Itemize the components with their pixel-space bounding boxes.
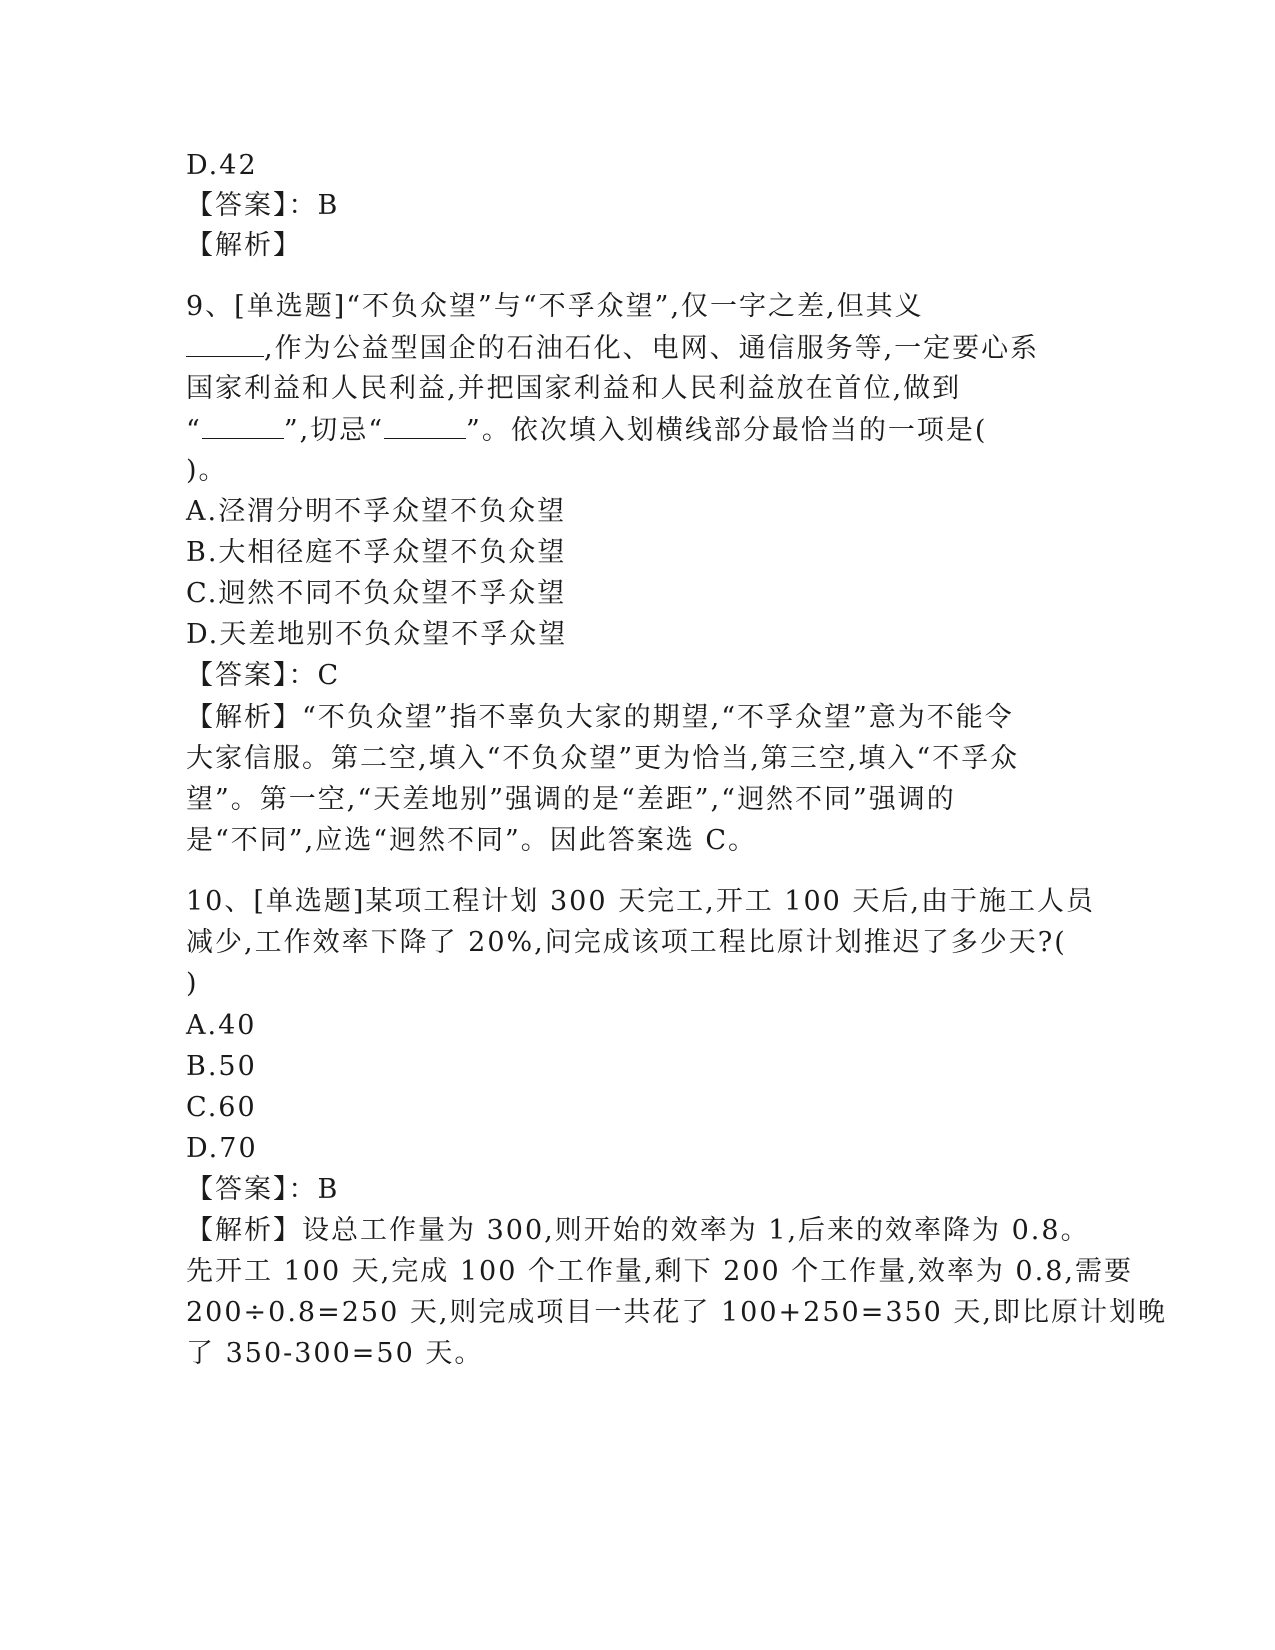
q9-stem-line-2 bbox=[186, 330, 1039, 367]
fill-blank-1 bbox=[186, 330, 264, 357]
q9-stem-line-1: 9、[单选题]“不负众望”与“不孚众望”,仅一字之差,但其义 bbox=[186, 291, 924, 322]
q10-stem-line-2: 减少,工作效率下降了 20%,问完成该项工程比原计划推迟了多少天?( bbox=[186, 927, 1067, 958]
q9-option-a: A.泾渭分明不孚众望不负众望 bbox=[186, 496, 567, 527]
q10-analysis-line-1: 【解析】设总工作量为 300,则开始的效率为 1,后来的效率降为 0.8。 bbox=[186, 1215, 1090, 1246]
q9-stem-line-3: 国家利益和人民利益,并把国家利益和人民利益放在首位,做到 bbox=[186, 373, 962, 404]
q10-stem-line-3: ) bbox=[186, 968, 199, 999]
q9-quote-open: “ bbox=[186, 415, 202, 446]
q9-quote-mid: ”,切忌“ bbox=[283, 415, 385, 446]
q9-answer: 【答案】：C bbox=[186, 660, 341, 691]
q10-option-a: A.40 bbox=[186, 1010, 257, 1041]
q10-analysis-line-3: 200÷0.8=250 天,则完成项目一共花了 100+250=350 天,即比原计划晚 bbox=[186, 1297, 1168, 1328]
prev-answer: 【答案】：B bbox=[186, 190, 340, 221]
q9-option-d: D.天差地别不负众望不孚众望 bbox=[186, 619, 568, 650]
prev-option-d: D.42 bbox=[186, 150, 258, 181]
q10-analysis-line-2: 先开工 100 天,完成 100 个工作量,剩下 200 个工作量,效率为 0.8,需要 bbox=[186, 1256, 1133, 1287]
q10-option-c: C.60 bbox=[186, 1092, 257, 1123]
q9-stem-line-5: )。 bbox=[186, 455, 228, 486]
q9-stem-line-2-text: ,作为公益型国企的石油石化、电网、通信服务等,一定要心系 bbox=[264, 333, 1040, 364]
q9-option-c: C.迥然不同不负众望不孚众望 bbox=[186, 578, 567, 609]
q9-stem-line-4-text: ”。依次填入划横线部分最恰当的一项是( bbox=[466, 415, 988, 446]
q10-answer: 【答案】：B bbox=[186, 1174, 340, 1205]
q9-analysis-line-4: 是“不同”,应选“迥然不同”。因此答案选 C。 bbox=[186, 825, 758, 856]
q9-analysis-line-2: 大家信服。第二空,填入“不负众望”更为恰当,第三空,填入“不孚众 bbox=[186, 743, 1020, 774]
q10-stem-line-1: 10、[单选题]某项工程计划 300 天完工,开工 100 天后,由于施工人员 bbox=[186, 886, 1095, 917]
q9-analysis-line-3: 望”。第一空,“天差地别”强调的是“差距”,“迥然不同”强调的 bbox=[186, 784, 956, 815]
q9-option-b: B.大相径庭不孚众望不负众望 bbox=[186, 537, 567, 568]
prev-analysis-label: 【解析】 bbox=[186, 230, 302, 261]
fill-blank-3 bbox=[384, 412, 466, 439]
q10-analysis-line-4: 了 350-300=50 天。 bbox=[186, 1338, 484, 1369]
q10-option-d: D.70 bbox=[186, 1133, 258, 1164]
fill-blank-2 bbox=[202, 412, 284, 439]
q9-stem-line-4 bbox=[186, 412, 987, 449]
q10-option-b: B.50 bbox=[186, 1051, 257, 1082]
q9-analysis-line-1: 【解析】“不负众望”指不辜负大家的期望,“不孚众望”意为不能令 bbox=[186, 702, 1014, 733]
